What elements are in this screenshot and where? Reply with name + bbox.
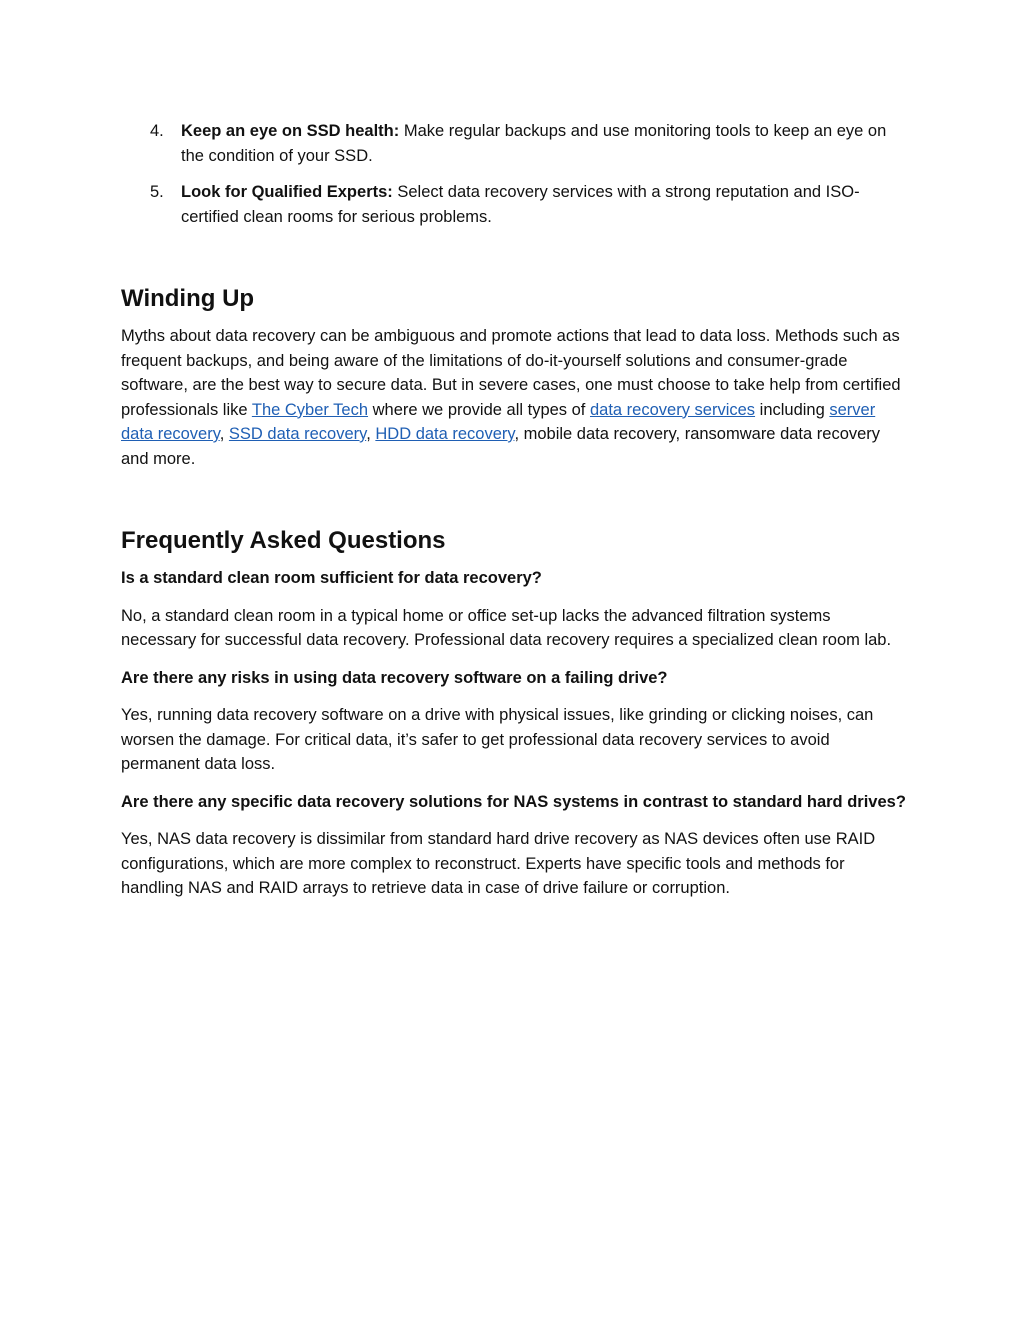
list-item [121,180,906,229]
winding-up-text: , mobile data recovery, ransomware data recovery and more. [121,425,881,468]
faq-question: Are there any specific data recovery solutions for NAS systems in contrast to standard hard drives? [121,792,906,811]
tips-list [121,119,906,229]
tip-title: Keep an eye on SSD health: [181,122,400,140]
winding-up-paragraph [121,324,906,471]
server-data-recovery-link[interactable]: server data recovery [121,400,876,443]
winding-up-text: Myths about data recovery can be ambiguous and promote actions that lead to data loss. Methods such as frequent backups, and being aware of the limitations of do-it-yourself solutions and consumer-grade software, are the best way to secure data. But in severe cases, one must choose to take help from certified professionals like [121,327,901,419]
tip-title: Look for Qualified Experts: [181,183,393,201]
winding-up-heading: Winding Up [121,285,255,312]
list-number: 4. [150,122,164,140]
tip-text: Make regular backups and use monitoring tools to keep an eye on the condition of your SSD. [181,122,887,165]
tip-text: Select data recovery services with a strong reputation and ISO-certified clean rooms for serious problems. [181,183,860,226]
list-number: 5. [150,183,164,201]
faq-item [121,790,906,901]
faq-answer: Yes, running data recovery software on a drive with physical issues, like grinding or clicking noises, can worsen the damage. For critical data, it’s safer to get professional data recovery services to avoid permanent data loss. [121,706,874,773]
separator: , [366,425,376,443]
winding-up-text: where we provide all types of [368,400,590,419]
faq-question: Are there any risks in using data recovery software on a failing drive? [121,668,668,687]
faq-item [121,666,906,777]
separator: , [219,425,229,443]
faq-item [121,566,906,653]
document-body [121,119,906,914]
list-item [121,119,906,168]
faq-answer: No, a standard clean room in a typical home or office set-up lacks the advanced filtration systems necessary for successful data recovery. Professional data recovery requires a specialized clean room lab. [121,606,892,649]
faq-answer: Yes, NAS data recovery is dissimilar from standard hard drive recovery as NAS devices often use RAID configurations, which are more complex to reconstruct. Experts have specific tools and methods for handling NAS and RAID arrays to retrieve data in case of drive failure or corruption. [121,830,876,897]
hdd-data-recovery-link[interactable]: HDD data recovery [375,425,515,443]
faq-heading: Frequently Asked Questions [121,527,446,554]
data-recovery-services-link[interactable]: data recovery services [589,400,756,419]
the-cyber-tech-link[interactable]: The Cyber Tech [251,400,369,419]
faq-question: Is a standard clean room sufficient for data recovery? [121,569,542,587]
ssd-data-recovery-link[interactable]: SSD data recovery [228,425,367,443]
winding-up-text: including [755,400,830,419]
